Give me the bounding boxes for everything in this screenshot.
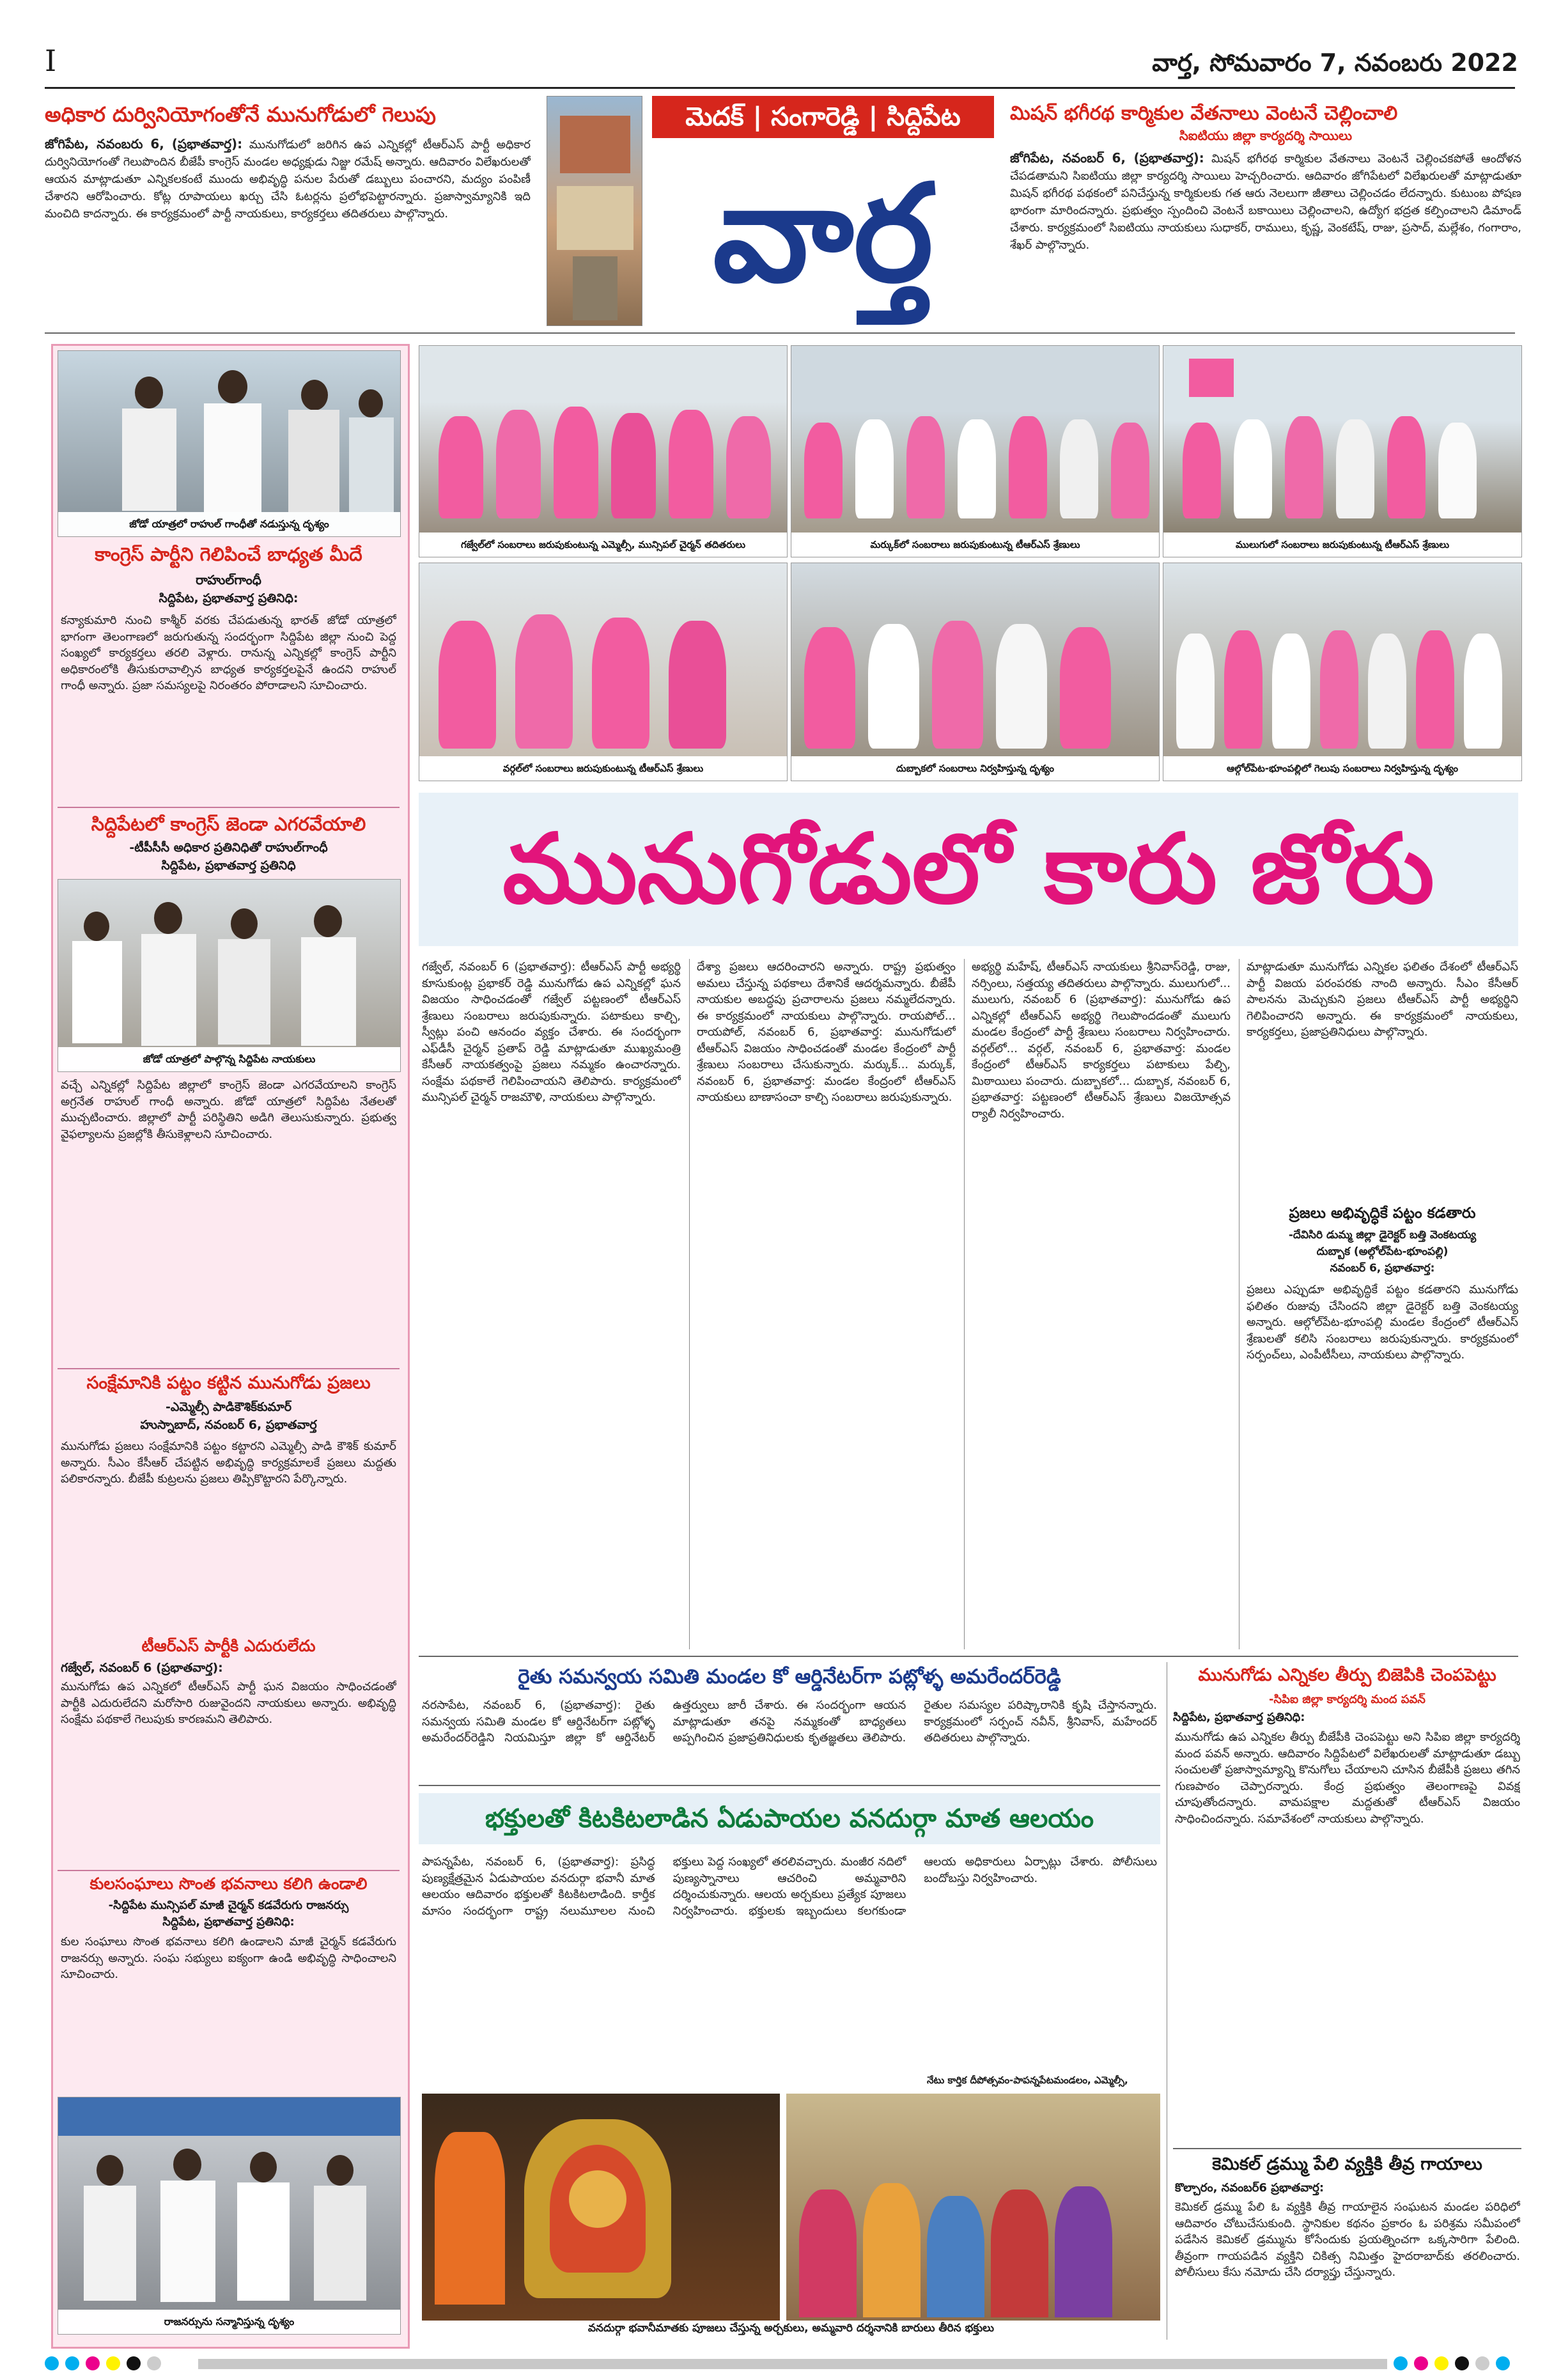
- top-left-dateline: జోగిపేట, నవంబరు 6, (ప్రభాతవార్త):: [45, 136, 243, 152]
- masthead-photo-strip: [547, 96, 642, 326]
- grid-photo-6: [1163, 563, 1522, 781]
- top-left-text: మునుగోడులో జరిగిన ఉప ఎన్నికల్లో టీఆర్ఎస్ పార్టీ అధికార దుర్వినియోగంతో గెలుపొందిన బీజేపీ కాంగ్రెస్ మండల అధ్యక్షుడు నిజ్జు రమేష్ అన్నారు. ఆదివారం విలేఖరులతో ఆయన మాట్లాడుతూ ఎన్నికలకంటే ముందు అభివృద్ధి పనుల పేరుతో డబ్బులు పంచారని, మద్యం పంపిణీ చేశారని ఆరోపించారు. కోట్ల రూపాయలు ఖర్చు చేసి ఓటర్లను ప్రలోభపెట్టారన్నారు. ప్రజాస్వామ్యానికి ఇది మంచిది కాదన్నారు. ఈ కార్యక్రమంలో పార్టీ నాయకులు, కార్యకర్తలు తదితరులు పాల్గొన్నారు.: [45, 138, 531, 221]
- left-story3-sub2: హుస్నాబాద్, నవంబర్ 6, ప్రభాతవార్త: [140, 1418, 317, 1432]
- top-right-text: మిషన్ భగీరథ కార్మికుల వేతనాలు వెంటనే చెల్లించకపోతే ఆందోళన చేపడతామని సిఐటియు జిల్లా కార్యదర్శి సాయిలు హెచ్చరించారు. ఆదివారం జోగిపేటలో విలేఖరులతో మాట్లాడుతూ మిషన్ భగీరథ పథకంలో పనిచేస్తున్న కార్మికులకు గత ఆరు నెలలుగా జీతాలు చెల్లించడం లేదన్నారు. కుటుంబ పోషణ భారంగా మారిందన్నారు. ప్రభుత్వం స్పందించి వెంటనే బకాయిలు చెల్లించాలని, ఉద్యోగ భద్రత కల్పించాలని డిమాండ్ చేశారు. కార్యక్రమంలో సిఐటియు నాయకులు సుధాకర్, రాములు, కృష్ణ, వెంకటేష్, రాజు, ప్రసాద్, మల్లేశం, గంగారాం, శేఖర్ పాల్గొన్నారు.: [1010, 152, 1521, 252]
- region-medak: మెదక్: [685, 102, 744, 132]
- main-story-col4: మాట్లాడుతూ మునుగోడు ఎన్నికల ఫలితం దేశంలో టీఆర్ఎస్ పార్టీ విజయ పరంపరకు నాంది అన్నారు. సీఎం కేసీఆర్ పాలనను మెచ్చుకుని ప్రజలు టీఆర్ఎస్ పార్టీ అభ్యర్థిని గెలిపించారని అన్నారు. ఈ కార్యక్రమంలో నాయకులు, కార్యకర్తలు, ప్రజాప్రతినిధులు పాల్గొన్నారు.: [1247, 960, 1518, 1039]
- left-story3-sub1: -ఎమ్మెల్సీ పాడికౌశిక్‌కుమార్: [165, 1400, 292, 1414]
- left-story2-sub2: సిద్దిపేట, ప్రభాతవార్త ప్రతినిధి: [161, 859, 296, 873]
- right-story1-sub2: సిద్దిపేట, ప్రభాతవార్త ప్రతినిధి:: [1173, 1711, 1305, 1724]
- temple-photo-caption: వనదుర్గా భవానీమాతకు పూజలు చేస్తున్న అర్చకులు, అమ్మవారి దర్శనానికి బారులు తీరిన భక్తులు: [587, 2322, 995, 2335]
- left-story5-sub2: సిద్దిపేట, ప్రభాతవార్త ప్రతినిధి:: [162, 1915, 295, 1929]
- top-right-headline: మిషన్ భగీరథ కార్మికుల వేతనాలు వెంటనే చెల్లించాలి: [1010, 102, 1398, 125]
- temple-body: పాపన్నపేట, నవంబర్ 6, (ప్రభాతవార్త): ప్రసిద్ధ పుణ్యక్షేత్రమైన ఏడుపాయల వనదుర్గా భవానీ మాత ఆలయం ఆదివారం భక్తులతో కిటకిటలాడింది. కార్తీక మాసం సందర్భంగా రాష్ట్ర నలుమూలల నుంచి భక్తులు పెద్ద సంఖ్యలో తరలివచ్చారు. మంజీర నదిలో పుణ్యస్నానాలు ఆచరించి అమ్మవారిని దర్శించుకున్నారు. ఆలయ అర్చకులు ప్రత్యేక పూజలు నిర్వహించారు. భక్తులకు ఇబ్బందులు కలగకుండా ఆలయ అధికారులు ఏర్పాట్లు చేశారు. పోలీసులు బందోబస్తు నిర్వహించారు.: [422, 1855, 1157, 1918]
- grid-photo-5-caption: దుబ్బాకలో సంబరాలు నిర్వహిస్తున్న దృశ్యం: [791, 756, 1159, 781]
- rythu-rule: [419, 1785, 1160, 1786]
- footer-gray-bar: [198, 2359, 1387, 2369]
- temple-headline: భక్తులతో కిటకిటలాడిన ఏడుపాయల వనదుర్గా మాత ఆలయం: [485, 1804, 1094, 1833]
- left-story3-body: మునుగోడు ప్రజలు సంక్షేమానికి పట్టం కట్టారని ఎమ్మెల్సీ పాడి కౌశిక్ కుమార్ అన్నారు. సీఎం కేసీఆర్ చేపట్టిన అభివృద్ధి కార్యక్రమాలకే ప్రజలు మద్దతు పలికారన్నారు. బీజేపీ కుట్రలను ప్రజలు తిప్పికొట్టారని పేర్కొన్నారు.: [61, 1440, 396, 1486]
- temple-credit: నేటు కార్తిక దీపోత్సవం-పాపన్నపేటమండలం, ఎమ్మెల్సీ,: [927, 2074, 1128, 2086]
- main-banner: [419, 793, 1518, 946]
- left-story2-body: వచ్చే ఎన్నికల్లో సిద్దిపేట జిల్లాలో కాంగ్రెస్ జెండా ఎగరవేయాలని కాంగ్రెస్ అగ్రనేత రాహుల్ గాంధీ అన్నారు. జోడో యాత్రలో సిద్దిపేట నేతలతో ముచ్చటించారు. జిల్లాలో పార్టీ పరిస్థితిని అడిగి తెలుసుకున్నారు. ప్రభుత్వ వైఫల్యాలను ప్రజల్లోకి తీసుకెళ్లాలని సూచించారు.: [61, 1078, 396, 1141]
- left-story1-body: కన్యాకుమారి నుంచి కాశ్మీర్ వరకు చేపడుతున్న భారత్ జోడో యాత్రలో భాగంగా తెలంగాణలో జరుగుతున్న సందర్భంగా సిద్దిపేట జిల్లా నుంచి పెద్ద సంఖ్యలో కార్యకర్తలు తరలి వెళ్లారు. రానున్న ఎన్నికల్లో కాంగ్రెస్ పార్టీని అధికారంలోకి తీసుకురావాల్సిన బాధ్యత కార్యకర్తలపైనే ఉందని రాహుల్ గాంధీ అన్నారు. ప్రజా సమస్యలపై నిరంతరం పోరాడాలని సూచించారు.: [61, 614, 396, 693]
- left-story2-headline: సిద్దిపేటలో కాంగ్రెస్ జెండా ఎగరవేయాలి: [91, 813, 366, 835]
- left-photo-1-caption: జోడో యాత్రలో రాహుల్ గాంధీతో నడుస్తున్న దృశ్యం: [58, 512, 400, 536]
- grid-photo-1: [419, 345, 788, 557]
- col4-sub2: దుబ్బాక (అల్గోల్‌పేట-భూంపల్లి): [1316, 1245, 1449, 1258]
- mid-rule: [419, 1656, 1518, 1657]
- grid-photo-2: [791, 345, 1160, 557]
- temple-photo-1: [422, 2094, 780, 2321]
- main-col-rule-2: [964, 959, 965, 1649]
- masthead-block: [547, 96, 994, 332]
- main-story-col1: గజ్వేల్, నవంబర్ 6 (ప్రభాతవార్త): టీఆర్ఎస్ పార్టీ అభ్యర్థి కూసుకుంట్ల ప్రభాకర్ రెడ్డి మునుగోడు ఉప ఎన్నికల్లో ఘన విజయం సాధించడంతో గజ్వేల్ పట్టణంలో టీఆర్ఎస్ శ్రేణులు సంబరాలు జరుపుకున్నారు. పటాకులు కాల్చి, స్వీట్లు పంచి ఆనందం వ్యక్తం చేశారు. ఈ సందర్భంగా ఎఫ్‌డీసీ చైర్మన్ ప్రతాప్ రెడ్డి మాట్లాడుతూ ముఖ్యమంత్రి కేసీఆర్ నాయకత్వంపై ప్రజలు నమ్మకం ఉంచారన్నారు. సంక్షేమ పథకాలే గెలిపించాయని తెలిపారు. కార్యక్రమంలో మున్సిపల్ చైర్మన్ రాజమౌళి, నాయకులు పాల్గొన్నారు.: [422, 960, 681, 1105]
- region-siddipet: సిద్దిపేట: [887, 102, 961, 132]
- right-story-rule: [1173, 2148, 1521, 2149]
- grid-photo-3: [1163, 345, 1522, 557]
- right-story1-sub1: -సిపిఐ జిల్లా కార్యదర్శి మంద పవన్: [1269, 1693, 1426, 1706]
- temple-photo-2: [786, 2094, 1160, 2321]
- rythu-headline: రైతు సమన్వయ సమితి మండల కో ఆర్డినేటర్‌గా పట్లోళ్ళ అమరేందర్‌రెడ్డి: [518, 1665, 1061, 1688]
- left-story4-body: మునుగోడు ఉప ఎన్నికలో టీఆర్ఎస్ పార్టీ ఘన విజయం సాధించడంతో పార్టీకి ఎదురులేదని మరోసారి రుజువైందని నాయకులు అన్నారు. అభివృద్ధి సంక్షేమ పథకాలే గెలుపుకు కారణమని తెలిపారు.: [61, 1680, 396, 1727]
- grid-photo-5: [791, 563, 1160, 781]
- col4-sub1: -దేవిసిరి డుమ్మ జిల్లా డైరెక్టర్ బత్తి వెంకటయ్య: [1288, 1229, 1477, 1241]
- left-story5-headline: కులసంఘాలు సొంత భవనాలు కలిగి ఉండాలి: [89, 1874, 368, 1893]
- col4-sub3: నవంబర్ 6, ప్రభాతవార్త:: [1330, 1262, 1435, 1275]
- top-right-subhead: సిఐటియు జిల్లా కార్యదర్శి సాయిలు: [1179, 128, 1353, 143]
- grid-photo-2-caption: మర్కుక్‌లో సంబరాలు జరుపుకుంటున్న టీఆర్ఎస్ శ్రేణులు: [791, 533, 1159, 557]
- left-story5-sub1: -సిద్దిపేట మున్సిపల్ మాజీ చైర్మన్ కడవేరుగు రాజనర్సు: [108, 1899, 349, 1912]
- right-story2-sub: కొల్చారం, నవంబర్6 ప్రభాతవార్త:: [1175, 2181, 1325, 2195]
- left-photo-2-caption: జోడో యాత్రలో పాల్గొన్న సిద్దిపేట నాయకులు: [58, 1047, 400, 1071]
- left-photo-2: [58, 879, 401, 1072]
- grid-photo-1-caption: గజ్వేల్‌లో సంబరాలు జరుపుకుంటున్న ఎమ్మెల్సీ, మున్సిపల్ చైర్మన్ తదితరులు: [419, 533, 787, 557]
- grid-photo-4-caption: వర్గల్‌లో సంబరాలు జరుపుకుంటున్న టీఆర్ఎస్ శ్రేణులు: [419, 756, 787, 781]
- main-banner-headline: మునుగోడులో కారు జోరు: [502, 814, 1434, 925]
- left-story1-sub2: సిద్దిపేట, ప్రభాతవార్త ప్రతినిధి:: [159, 591, 299, 605]
- grid-photo-6-caption: ఆల్గోల్‌పేట-భూంపల్లిలో గెలుపు సంబరాలు నిర్వహిస్తున్న దృశ్యం: [1163, 756, 1521, 781]
- main-col-rule-1: [689, 959, 690, 1649]
- dateline: వార్త, సోమవారం 7, నవంబరు 2022: [1152, 49, 1518, 77]
- right-story2-body: కెమికల్ డ్రమ్ము పేలి ఓ వ్యక్తికి తీవ్ర గాయాలైన సంఘటన మండల పరిధిలో ఆదివారం చోటుచేసుకుంది. స్థానికుల కథనం ప్రకారం ఓ పరిశ్రమ సమీపంలో పడేసిన కెమికల్ డ్రమ్మును కోసేందుకు ప్రయత్నించగా ఒక్కసారిగా పేలింది. తీవ్రంగా గాయపడిన వ్యక్తిని చికిత్స నిమిత్తం హైదరాబాద్‌కు తరలించారు. పోలీసులు కేసు నమోదు చేసి దర్యాప్తు చేస్తున్నారు.: [1175, 2200, 1520, 2280]
- right-story2-headline: కెమికల్ డ్రమ్ము పేలి వ్యక్తికి తీవ్ర గాయాలు: [1212, 2154, 1482, 2174]
- top-right-body: [1010, 148, 1521, 324]
- right-story1-body: మునుగోడు ఉప ఎన్నికల తీర్పు బీజేపీకి చెంపపెట్టు అని సిపిఐ జిల్లా కార్యదర్శి మంద పవన్ అన్నారు. ఆదివారం సిద్దిపేటలో విలేఖరులతో మాట్లాడుతూ డబ్బు సంచులతో ప్రజాస్వామ్యాన్ని కొనుగోలు చేయాలని చూసిన బీజేపీకి ప్రజలు తగిన గుణపాఠం చెప్పారన్నారు. కేంద్ర ప్రభుత్వం తెలంగాణపై వివక్ష చూపుతోందన్నారు. వామపక్షాల మద్దతుతో టీఆర్ఎస్ విజయం సాధించిందన్నారు. సమావేశంలో నాయకులు పాల్గొన్నారు.: [1175, 1731, 1520, 1826]
- main-story-col3: అభ్యర్థి మహేష్, టీఆర్ఎస్ నాయకులు శ్రీనివాస్‌రెడ్డి, రాజు, నర్సింలు, సత్తయ్య తదితరులు పాల్గొన్నారు. ములుగులో... ములుగు, నవంబర్ 6 (ప్రభాతవార్త): మునుగోడు ఉప ఎన్నికల్లో టీఆర్ఎస్ అభ్యర్థి గెలుపొందడంతో ములుగు మండల కేంద్రంలో పార్టీ శ్రేణులు సంబరాలు నిర్వహించారు. వర్గల్‌లో... వర్గల్, నవంబర్ 6, ప్రభాతవార్త: మండల కేంద్రంలో టీఆర్ఎస్ కార్యకర్తలు పటాకులు పేల్చి, మిఠాయిలు పంచారు. దుబ్బాకలో... దుబ్బాక, నవంబర్ 6, ప్రభాతవార్త: పట్టణంలో టీఆర్ఎస్ శ్రేణులు విజయోత్సవ ర్యాలీ నిర్వహించారు.: [972, 960, 1231, 1121]
- left-story4-sub: గజ్వేల్, నవంబర్ 6 (ప్రభాతవార్త):: [61, 1661, 223, 1675]
- left-rule-3: [58, 1870, 400, 1871]
- top-section-rule: [45, 332, 1515, 334]
- grid-photo-4: [419, 563, 788, 781]
- left-photo-3: [58, 2097, 401, 2335]
- page-number: I: [45, 43, 57, 78]
- left-rule-2: [58, 1368, 400, 1369]
- footer-registration-right: [1394, 2356, 1516, 2372]
- left-story4-headline: టీఆర్ఎస్ పార్టీకి ఎదురులేదు: [141, 1637, 316, 1655]
- top-right-dateline: జోగిపేట, నవంబర్ 6, (ప్రభాతవార్త):: [1010, 150, 1204, 166]
- grid-photo-3-caption: ములుగులో సంబరాలు జరుపుకుంటున్న టీఆర్ఎస్ శ్రేణులు: [1163, 533, 1521, 557]
- masthead-title: వార్త: [713, 154, 933, 312]
- left-photo-1: [58, 350, 401, 537]
- footer-registration-left: [45, 2356, 167, 2372]
- left-photo-3-caption: రాజనర్సును సన్మానిస్తున్న దృశ్యం: [58, 2310, 400, 2334]
- left-story5-body: కుల సంఘాలు సొంత భవనాలు కలిగి ఉండాలని మాజీ చైర్మన్ కడవేరుగు రాజనర్సు అన్నారు. సంఘ సభ్యులు ఐక్యంగా ఉండి అభివృద్ధి సాధించాలని సూచించారు.: [61, 1935, 396, 1982]
- col4-sub-body: ప్రజలు ఎప్పుడూ అభివృద్ధికే పట్టం కడతారని మునుగోడు ఫలితం రుజువు చేసిందని జిల్లా డైరెక్టర్ బత్తి వెంకటయ్య అన్నారు. ఆల్గోల్‌పేట-భూంపల్లి మండల కేంద్రంలో టీఆర్ఎస్ శ్రేణులతో కలిసి సంబరాలు జరుపుకున్నారు. కార్యక్రమంలో సర్పంచ్‌లు, ఎంపీటీసీలు, నాయకులు పాల్గొన్నారు.: [1247, 1283, 1518, 1362]
- top-left-body: [45, 134, 531, 320]
- left-rule-1: [58, 807, 400, 808]
- region-sangareddy: సంగారెడ్డి: [771, 102, 860, 132]
- right-story1-headline: మునుగోడు ఎన్నికల తీర్పు బిజెపికి చెంపపెట్టు: [1198, 1665, 1496, 1685]
- left-story3-headline: సంక్షేమానికి పట్టం కట్టిన మునుగోడు ప్రజలు: [86, 1373, 371, 1393]
- left-story1-sub1: రాహుల్‌గాంధీ: [196, 572, 261, 587]
- left-story1-headline: కాంగ్రెస్ పార్టీని గెలిపించే బాధ్యత మీదే: [95, 543, 362, 565]
- main-story-col2: దేశ్యా ప్రజలు ఆదరించారని అన్నారు. రాష్ట్ర ప్రభుత్వం అమలు చేస్తున్న పథకాలు దేశానికే ఆదర్శమన్నారు. బీజేపీ నాయకుల అబద్ధపు ప్రచారాలను ప్రజలు నమ్మలేదన్నారు. ఈ కార్యక్రమంలో నాయకులు పాల్గొన్నారు. రాయపోల్... రాయపోల్, నవంబర్ 6, ప్రభాతవార్త: మునుగోడులో టీఆర్ఎస్ విజయం సాధించడంతో మండల కేంద్రంలో పార్టీ శ్రేణులు సంబరాలు చేసుకున్నారు. మర్కుక్... మర్కుక్, నవంబర్ 6, ప్రభాతవార్త: మండల కేంద్రంలో టీఆర్ఎస్ నాయకులు బాణాసంచా కాల్చి సంబరాలు జరుపుకున్నారు.: [697, 960, 956, 1105]
- rythu-body: నరసాపేట, నవంబర్ 6, (ప్రభాతవార్త): రైతు సమన్వయ సమితి మండల కో ఆర్డినేటర్‌గా పట్లోళ్ళ అమరేందర్‌రెడ్డిని నియమిస్తూ జిల్లా కో ఆర్డినేటర్ ఉత్తర్వులు జారీ చేశారు. ఈ సందర్భంగా ఆయన మాట్లాడుతూ తనపై నమ్మకంతో బాధ్యతలు అప్పగించిన ప్రజాప్రతినిధులకు కృతజ్ఞతలు తెలిపారు. రైతుల సమస్యల పరిష్కారానికి కృషి చేస్తానన్నారు. కార్యక్రమంలో సర్పంచ్ నవీన్, శ్రీనివాస్, మహేందర్ తదితరులు పాల్గొన్నారు.: [422, 1699, 1157, 1745]
- region-banner: మెదక్ | సంగారెడ్డి | సిద్దిపేట: [652, 96, 994, 138]
- left-story2-sub1: -టీపీసీసీ అధికార ప్రతినిధితో రాహుల్‌గాంధీ: [129, 841, 328, 855]
- header-rule: [45, 87, 1515, 89]
- temple-headline-box: [419, 1793, 1160, 1844]
- col4-sub-headline: ప్రజలు అభివృద్ధికే పట్టం కడతారు: [1289, 1205, 1476, 1222]
- top-left-headline: అధికార దుర్వినియోగంతోనే మునుగోడులో గెలుపు: [45, 102, 436, 127]
